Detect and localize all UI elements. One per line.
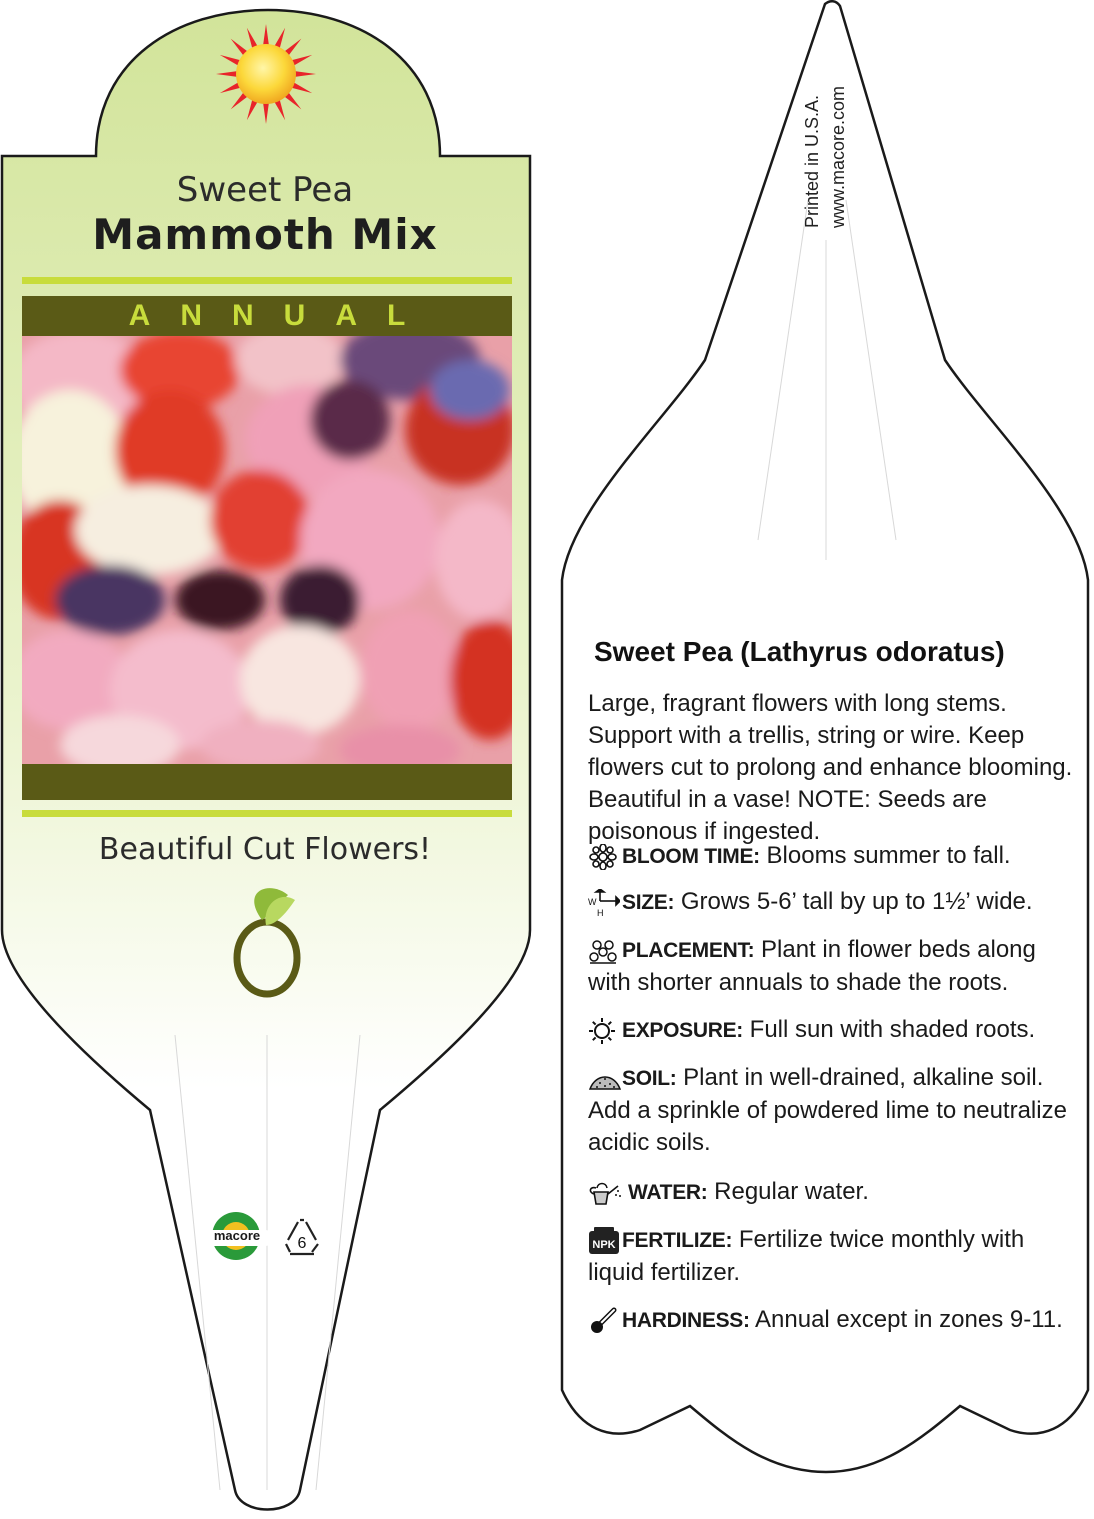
npk-fertilizer-icon: [588, 1227, 622, 1255]
thermometer-icon: [588, 1306, 622, 1336]
size-arrows-icon: [588, 889, 622, 917]
recycle-code: 6: [297, 1235, 307, 1252]
care-exposure: [588, 1014, 1074, 1047]
care-text: Grows 5-6’ tall by up to 1½’ wide.: [680, 888, 1033, 915]
bottom-divider: [22, 810, 512, 817]
sun-logo-icon: [216, 24, 316, 124]
website-text: www.macore.com: [828, 85, 848, 228]
plant-type-label: ANNUAL: [128, 299, 436, 332]
soil-mound-icon: [588, 1067, 622, 1091]
care-text: Full sun with shaded roots.: [749, 1016, 1036, 1043]
care-label: FERTILIZE:: [622, 1229, 733, 1252]
care-text: Annual except in zones 9-11.: [755, 1306, 1063, 1333]
care-text: Blooms summer to fall.: [766, 842, 1011, 869]
tagline: Beautiful Cut Flowers!: [98, 832, 432, 867]
care-label: SOIL:: [622, 1067, 677, 1090]
size-icon-w: W: [588, 896, 597, 907]
care-label: PLACEMENT:: [622, 939, 755, 962]
brand-name: macore: [213, 1228, 261, 1243]
care-text: Plant in well-drained, alkaline soil. Add a sprinkle of powdered lime to neutralize acidic soils.: [588, 1064, 1067, 1156]
sun-outline-icon: [588, 1017, 622, 1045]
care-hardiness: [588, 1304, 1074, 1337]
care-size: [588, 886, 1074, 919]
back-heading: Sweet Pea (Lathyrus odoratus): [594, 636, 1005, 667]
watering-can-icon: [588, 1178, 628, 1208]
care-text: Regular water.: [714, 1178, 869, 1205]
care-label: HARDINESS:: [622, 1309, 750, 1332]
common-name: Sweet Pea: [176, 170, 354, 210]
size-icon-h: H: [597, 907, 604, 917]
care-text: Plant in flower beds along with shorter annuals to shade the roots.: [588, 936, 1036, 996]
description: Large, fragrant flowers with long stems. Support with a trellis, string or wire. Keep flowers cut to prolong and enhance blooming. Beautiful in a vase! NOTE: Seeds are poisonous if ingested.: [588, 690, 1073, 845]
flower-bed-icon: [588, 938, 622, 964]
variety-name: Mammoth Mix: [92, 210, 438, 259]
care-label: BLOOM TIME:: [622, 845, 760, 868]
title-divider: [22, 277, 512, 284]
printed-in-text: Printed in U.S.A.: [802, 94, 822, 228]
care-water: [588, 1176, 1074, 1209]
care-placement: [588, 934, 1074, 999]
care-fertilize: [588, 1224, 1074, 1289]
flower-photo: [10, 320, 530, 775]
care-soil: [588, 1062, 1074, 1159]
care-label: WATER:: [628, 1181, 708, 1204]
npk-icon-text: NPK: [592, 1238, 616, 1251]
care-bloom-time: [588, 840, 1074, 873]
photo-bottom-banner: [22, 764, 512, 800]
care-label: SIZE:: [622, 891, 675, 914]
care-text: Fertilize twice monthly with liquid fertilizer.: [588, 1226, 1025, 1286]
care-label: EXPOSURE:: [622, 1019, 743, 1042]
flower-icon: [588, 844, 622, 870]
